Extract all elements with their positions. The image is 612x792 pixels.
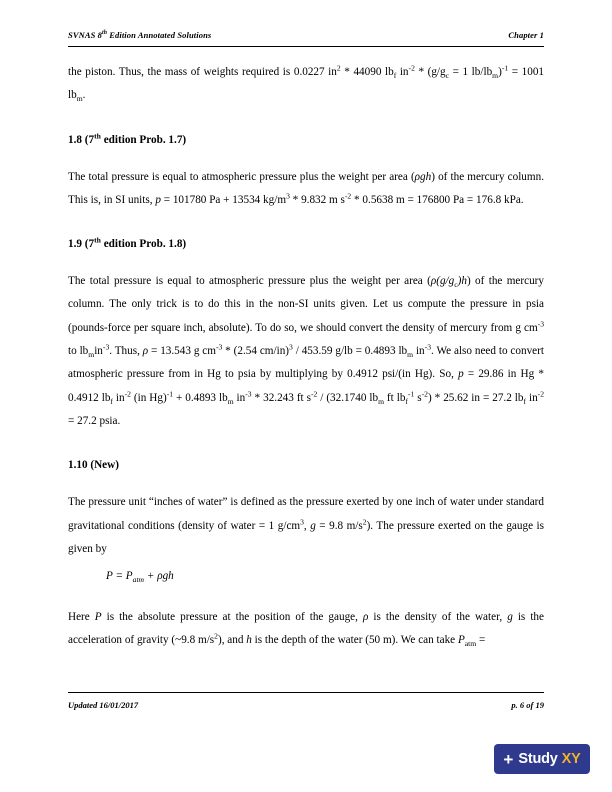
text-sup: -2 <box>344 191 352 201</box>
text-sub: f <box>393 71 397 81</box>
text-sub: f <box>110 396 113 406</box>
text-run: in <box>112 391 125 404</box>
eq-op: + <box>144 570 158 583</box>
footer-left-text: Updated 16/01/2017 <box>68 700 139 710</box>
text-sup: -2 <box>124 388 131 398</box>
header-left-sup: th <box>102 30 108 37</box>
text-run: + 0.4893 lb <box>173 391 228 404</box>
header-right-text: Chapter 1 <box>508 30 544 40</box>
text-sub: f <box>405 396 408 406</box>
text-run: The total pressure is equal to atmospheric pressure plus the weight per area ( <box>68 170 415 183</box>
text-italic: ρgh <box>414 170 432 183</box>
text-sup: -2 <box>408 63 415 73</box>
section-sup: th <box>94 235 101 245</box>
text-sup: -1 <box>166 388 174 398</box>
eq-op: = <box>112 570 126 583</box>
page-footer <box>68 700 544 710</box>
header-divider <box>68 46 544 47</box>
text-sub: m <box>88 350 95 360</box>
text-run: The pressure unit “inches of water” is defined as the pressure exerted by one inch of water under standard gravitational conditions (density of water = 1 g/cm <box>68 496 544 532</box>
text-italic: ρ <box>430 275 437 288</box>
text-sup: 2 <box>336 63 341 73</box>
text-italic: g <box>507 610 513 623</box>
text-run: in <box>94 345 103 358</box>
paragraph-1-8-solution <box>68 166 544 213</box>
section-heading-1-10 <box>68 459 544 471</box>
text-run: . Thus, <box>109 345 143 358</box>
paragraph-1-10-statement <box>68 491 544 561</box>
text-run: ). The pressure exerted on the gauge is given by <box>68 519 544 555</box>
text-sup: -3 <box>102 342 110 352</box>
section-heading-1-9 <box>68 235 544 251</box>
text-italic: ρ <box>142 345 149 358</box>
text-italic: P <box>94 610 102 623</box>
header-left-main: SVNAS 8 <box>68 30 103 40</box>
text-run: = 1 lb/lb <box>449 66 493 78</box>
header-left-rest: Edition Annotated Solutions <box>107 30 212 40</box>
text-italic: h <box>246 633 252 646</box>
footer-right-text: p. 6 of 19 <box>511 700 544 710</box>
studyxy-watermark[interactable] <box>494 744 590 774</box>
text-run: is the density of the water, <box>368 610 508 623</box>
watermark-study-text: Study <box>518 751 558 767</box>
text-sup: -2 <box>421 388 428 398</box>
eq-term: P <box>125 570 133 583</box>
text-run: = 29.86 in Hg * 0.4912 lb <box>68 368 544 404</box>
text-run: = 27.2 psia. <box>68 414 121 427</box>
footer-divider <box>68 692 544 693</box>
eq-term: P <box>106 570 113 583</box>
header-left-text <box>68 30 211 40</box>
text-run: in <box>413 345 425 358</box>
text-run: * 9.832 m s <box>289 193 345 206</box>
text-run: = 1001 lb <box>68 66 545 102</box>
text-run: , <box>303 519 311 532</box>
text-run: * 32.243 ft s <box>251 391 311 404</box>
text-run: = 13.543 g cm <box>148 345 216 358</box>
paragraph-1-9-solution <box>68 270 544 433</box>
text-sub: c <box>445 71 450 81</box>
paragraph-piston-mass <box>68 61 544 108</box>
text-sub: c <box>454 280 458 290</box>
section-number: 1.9 (7 <box>68 238 95 251</box>
section-heading-1-8 <box>68 130 544 146</box>
text-run: the piston. Thus, the mass of weights required is 0.0227 in <box>68 66 337 78</box>
text-sup: -2 <box>537 388 545 398</box>
text-sup: -3 <box>537 319 544 329</box>
text-sup: 2 <box>362 516 367 526</box>
text-sup: -2 <box>310 388 318 398</box>
text-run: s <box>414 391 422 404</box>
text-sup: 2 <box>214 631 218 641</box>
text-run: in <box>233 391 246 404</box>
text-sup: -3 <box>245 388 252 398</box>
text-sup: 3 <box>300 516 304 526</box>
text-sup: -1 <box>407 388 415 398</box>
text-run: in <box>396 66 409 78</box>
text-run: (in Hg) <box>130 391 167 404</box>
watermark-xy-text: XY <box>561 751 581 767</box>
text-sub: m <box>407 350 414 360</box>
text-run: is the depth of the water (50 m). We can take <box>251 633 458 646</box>
text-run: = 101780 Pa + 13534 kg/m <box>160 193 287 206</box>
text-run: is the absolute pressure at the position of the gauge, <box>101 610 363 623</box>
text-sup: 3 <box>286 191 290 201</box>
text-italic: )h <box>457 275 467 288</box>
text-run: . <box>82 89 86 102</box>
text-italic: P <box>457 633 465 646</box>
text-sup: 3 <box>289 342 293 352</box>
text-run: ft lb <box>383 391 406 404</box>
text-sub: f <box>523 396 527 406</box>
text-run: Here <box>68 610 95 623</box>
text-italic: ρ <box>362 610 369 623</box>
text-run: * (2.54 cm/in) <box>222 345 290 358</box>
text-run: ), and <box>217 633 247 646</box>
text-run: / 453.59 g/lb = 0.4893 lb <box>292 345 408 358</box>
text-run: ) of the mercury column. The only trick is to do this in the non-SI units given. Let us compute the pressure in psia (pounds-force per square inch, absolute). To do so, we should convert the density of mercury from g cm <box>68 275 545 334</box>
text-italic: (g/g <box>436 275 455 288</box>
text-run: * 0.5638 m = 176800 Pa = 176.8 kPa. <box>351 193 524 206</box>
text-run: ) * 25.62 in = 27.2 lb <box>427 391 524 404</box>
section-rest: edition Prob. 1.8) <box>100 238 187 251</box>
page-content <box>68 30 544 670</box>
section-number: 1.10 (New) <box>68 459 119 472</box>
text-sub: m <box>227 396 234 406</box>
text-sub: m <box>492 71 499 81</box>
text-run: ) <box>498 66 502 78</box>
text-run: to lb <box>68 345 89 358</box>
text-run: * 44090 lb <box>340 66 394 78</box>
text-sup: -1 <box>501 63 509 73</box>
text-italic: g <box>310 519 316 532</box>
paragraph-1-10-explanation <box>68 606 544 653</box>
text-run: ) of the mercury column. This is, in SI units, <box>68 170 544 206</box>
text-run: The total pressure is equal to atmospheric pressure plus the weight per area ( <box>68 275 431 288</box>
text-run: / (32.1740 lb <box>317 391 379 404</box>
plus-icon: + <box>503 749 514 769</box>
text-sub: m <box>76 94 83 104</box>
section-rest: edition Prob. 1.7) <box>100 133 187 146</box>
text-run: . We also need to convert atmospheric pressure from in Hg to psia by multiplying by 0.4912 psi/(in Hg). So, <box>68 345 544 381</box>
text-run: = <box>476 633 486 646</box>
equation-pressure-gauge <box>106 565 544 587</box>
text-sup: -3 <box>215 342 223 352</box>
text-sup: -3 <box>424 342 431 352</box>
text-sub: atm <box>464 639 477 649</box>
text-italic: p <box>458 368 464 381</box>
text-run: in <box>526 391 538 404</box>
text-run: = 9.8 m/s <box>315 519 363 532</box>
page-header <box>68 30 544 44</box>
text-italic: p <box>155 193 161 206</box>
text-run: * (g/g <box>414 66 446 78</box>
section-sup: th <box>94 130 101 140</box>
text-sub: m <box>378 396 384 406</box>
text-run: is the acceleration of gravity (~9.8 m/s <box>68 610 544 646</box>
eq-sub: atm <box>132 575 145 585</box>
eq-term: ρgh <box>157 570 174 583</box>
section-number: 1.8 (7 <box>68 133 95 146</box>
